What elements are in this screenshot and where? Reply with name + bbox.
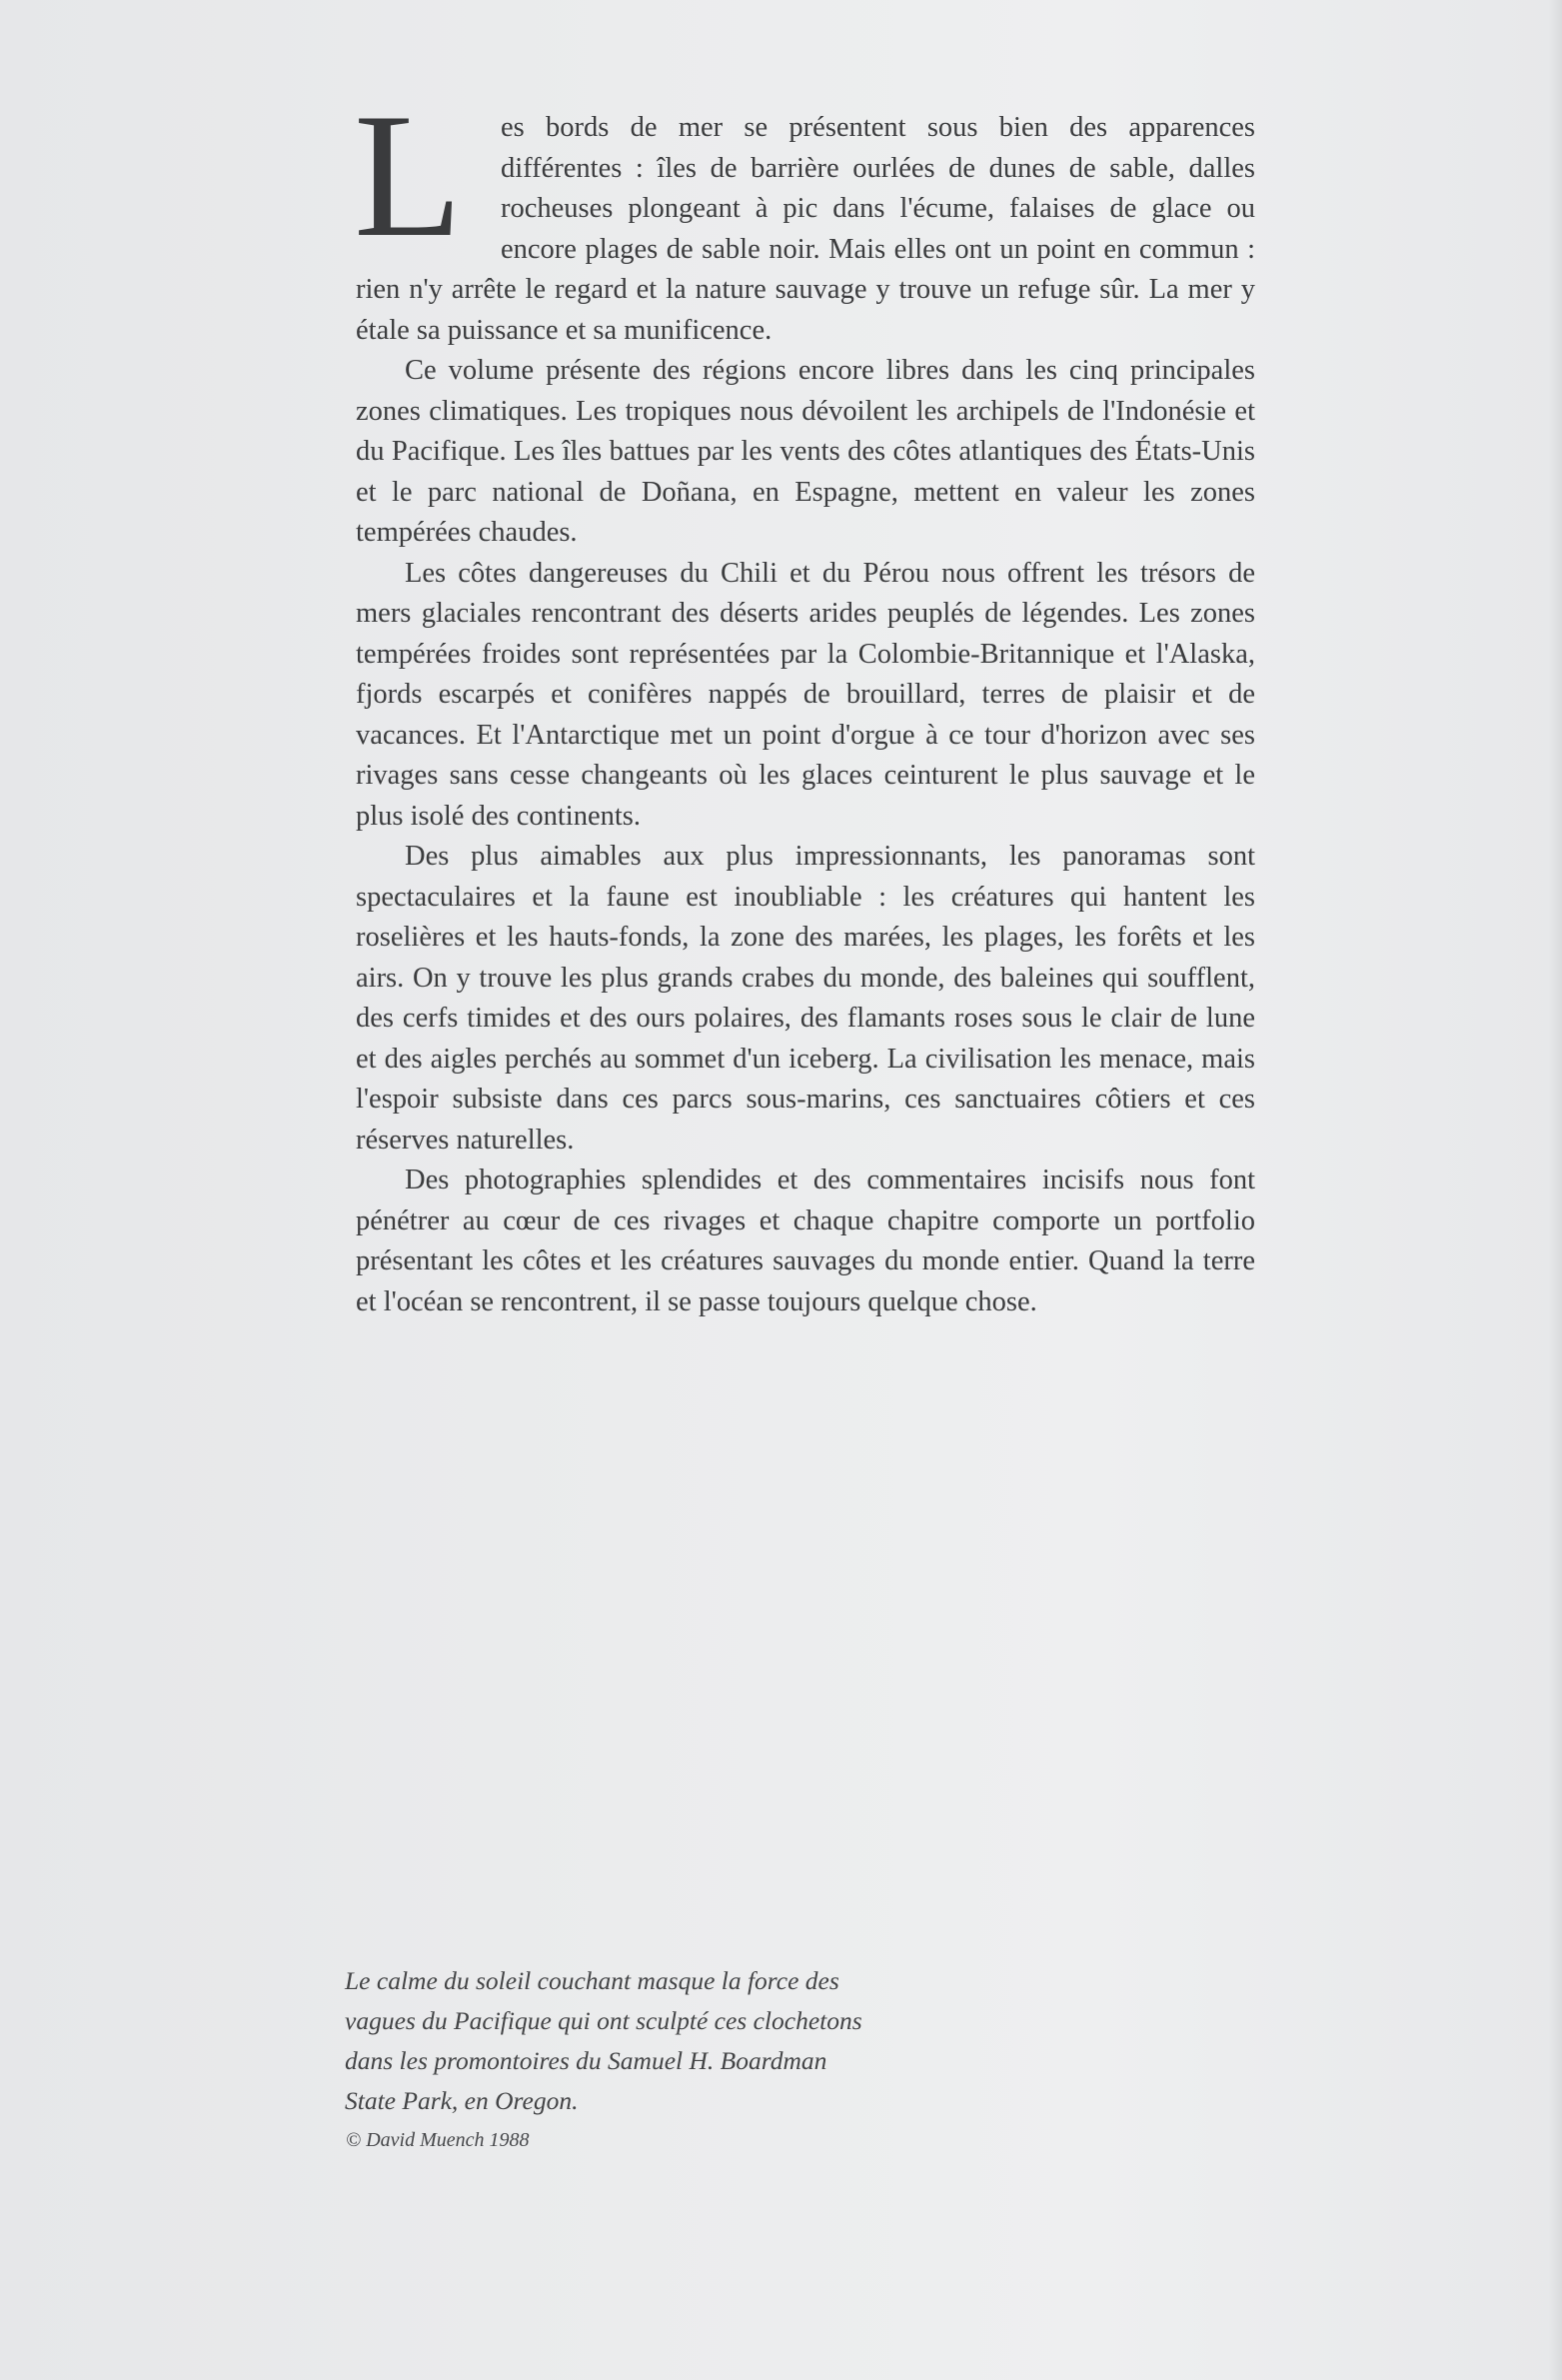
drop-cap (354, 76, 501, 274)
caption-line: State Park, en Oregon. (345, 2086, 579, 2115)
paragraph-2: Ce volume présente des régions encore libres dans les cinq principales zones climatiques. Les tropiques nous dévoilent les archipels de l'Indonésie et du Pacifique. Les îles battues par les vents des côtes atlantiques des États-Unis et le parc national de Doñana, en Espagne, mettent en valeur les zones tempérées chaudes. (356, 355, 1255, 548)
blurb-text (354, 76, 1255, 1322)
paragraph-5: Des photographies splendides et des commentaires incisifs nous font pénétrer au cœur de ces rivages et chaque chapitre comporte un portfolio présentant les côtes et les créatures sauvages du monde entier. Quand la terre et l'océan se rencontrent, il se passe toujours quelque chose. (356, 1165, 1255, 1317)
paragraph-3: Les côtes dangereuses du Chili et du Pérou nous offrent les trésors de mers glaciales rencontrant des déserts arides peuplés de légendes. Les zones tempérées froides sont représentées par la Colombie-Britannique et l'Alaska, fjords escarpés et conifères nappés de brouillard, terres de plaisir et de vacances. Et l'Antarctique met un point d'orgue à ce tour d'horizon avec ses rivages sans cesse changeants où les glaces ceinturent le plus sauvage et le plus isolé des continents. (356, 557, 1255, 832)
photo-caption (345, 1961, 964, 2121)
cover-edge-shadow (1548, 0, 1562, 2380)
paragraph-1 (354, 76, 1255, 351)
paragraph-1-text: es bords de mer se présentent sous bien des apparences différentes : îles de barrière ourlées de dunes de sable, dalles rocheuses plongeant à pic dans l'écume, falaises de glace ou encore plages de sable noir. Mais elles ont un point en commun : rien n'y arrête le regard et la nature sauvage y trouve un refuge sûr. La mer y étale sa puissance et sa munificence. (356, 112, 1255, 346)
caption-line: Le calme du soleil couchant masque la force des (345, 1966, 839, 1995)
paragraph-4: Des plus aimables aux plus impressionnants, les panoramas sont spectaculaires et la faune est inoubliable : les créatures qui hantent les roselières et les hauts-fonds, la zone des marées, les plages, les forêts et les airs. On y trouve les plus grands crabes du monde, des baleines qui soufflent, des cerfs timides et des ours polaires, des flamants roses sous le clair de lune et des aigles perchés au sommet d'un iceberg. La civilisation les menace, mais l'espoir subsiste dans ces parcs sous-marins, ces sanctuaires côtiers et ces réserves naturelles. (356, 841, 1255, 1156)
drop-cap-letter: L (354, 76, 463, 274)
caption-line: dans les promontoires du Samuel H. Boardman (345, 2046, 827, 2075)
caption-line: vagues du Pacifique qui ont sculpté ces clochetons (345, 2006, 862, 2035)
photo-credit: © David Muench 1988 (346, 2129, 530, 2151)
